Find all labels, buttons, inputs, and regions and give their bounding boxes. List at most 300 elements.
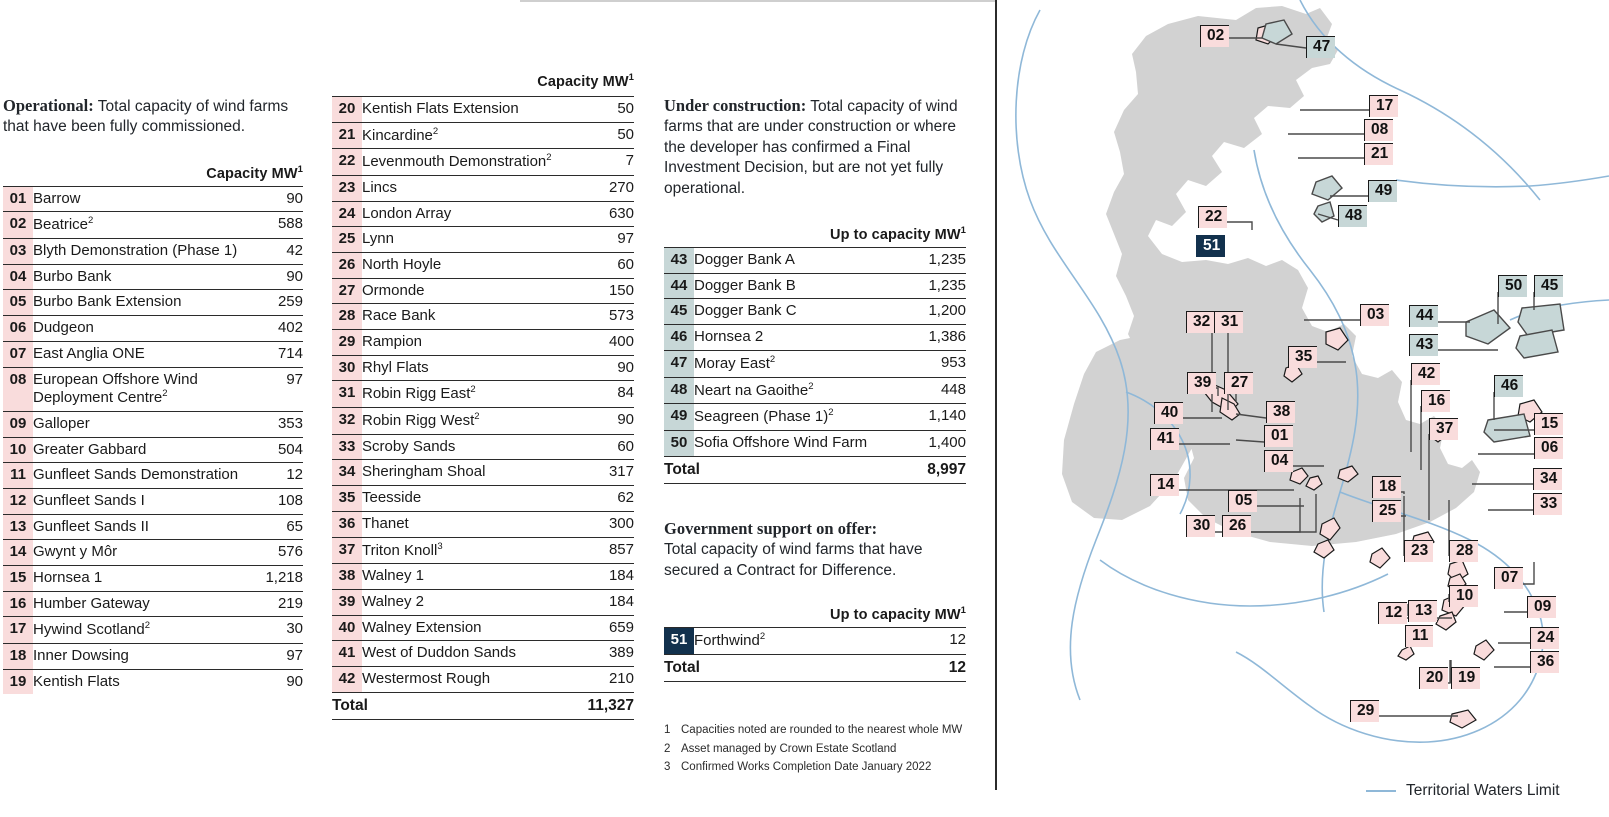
vertical-divider [995,0,997,790]
support-intro [664,518,966,581]
row-number-badge: 46 [664,325,694,351]
map-label-19: 19 [1451,667,1480,689]
row-number-badge: 49 [664,404,694,431]
table-row [3,644,303,670]
map-label-36: 36 [1530,651,1559,673]
footnote-text: Confirmed Works Completion Date January 2022 [681,761,932,774]
map-label-34: 34 [1533,468,1562,490]
windfarm-name: Lynn [362,230,394,248]
row-number-badge: 05 [3,290,33,316]
map-label-31: 31 [1214,311,1243,333]
capacity-value: 30 [286,620,303,638]
row-number-badge: 06 [3,316,33,342]
row-number-badge: 50 [664,430,694,456]
map-label-43: 43 [1409,334,1438,356]
table-row [664,248,966,274]
windfarm-name: European Offshore Wind Deployment Centre$^2$ [33,370,198,407]
map-label-41: 41 [1150,428,1179,450]
capacity-value: 60 [617,255,634,273]
table-row [332,175,634,201]
capacity-value: 448 [940,380,966,398]
windfarm-name: Walney Extension [362,618,482,636]
windfarm-name: Humber Gateway [33,594,150,612]
map-label-05: 05 [1228,490,1257,512]
map-label-42: 42 [1411,363,1440,385]
capacity-value: 1,386 [928,328,966,346]
footnote-number: 1 [664,724,671,737]
table-row [332,589,634,615]
map-label-04: 04 [1264,450,1293,472]
total-value: 8,997 [927,460,966,478]
capacity-header-sup-2: 1 [628,72,634,83]
operational-intro [3,95,303,138]
windfarm-name: Dogger Bank A [694,251,795,269]
table-row [3,437,303,463]
row-number-badge: 13 [3,514,33,540]
row-number-badge: 09 [3,411,33,437]
map-label-12: 12 [1378,602,1407,624]
footnote-marker: 2 [474,411,480,423]
total-label: Total [664,460,700,478]
footnote-marker: 2 [828,407,834,419]
capacity-value: 50 [617,125,634,143]
support-table [664,627,966,682]
footnote-marker: 2 [769,353,776,365]
map-label-17: 17 [1369,95,1398,117]
windfarm-name: Greater Gabbard [33,440,147,458]
windfarm-name: Dudgeon [33,319,94,337]
capacity-header-sup: 1 [297,163,303,175]
capacity-value: 90 [286,672,303,690]
map-label-18: 18 [1372,476,1401,498]
windfarm-name: Teesside [362,489,422,507]
table-row [664,404,966,431]
windfarm-name: Robin Rigg West$^2$ [362,411,480,430]
total-row [664,456,966,483]
operational-capacity-header-2 [332,72,634,96]
uc-capacity-header-text: Up to capacity MW [830,227,961,244]
windfarm-name: London Array [362,204,452,222]
windfarm-name: Lincs [362,178,398,196]
row-number-badge: 04 [3,264,33,290]
capacity-value: 317 [608,463,634,481]
windfarm-name: Westermost Rough [362,669,491,687]
map-label-01: 01 [1264,425,1293,447]
territorial-waters-swatch [1366,790,1396,792]
windfarm-name: East Anglia ONE [33,344,145,362]
table-row [332,537,634,564]
capacity-header-text: Capacity MW [206,165,298,182]
windfarm-name: Barrow [33,189,81,207]
footnote-marker: 2 [88,215,94,227]
map-label-16: 16 [1421,390,1450,412]
table-row [3,411,303,437]
windfarm-name: Robin Rigg East$^2$ [362,384,476,403]
table-row [3,514,303,540]
table-row [3,566,303,592]
map-label-03: 03 [1360,304,1389,326]
capacity-value: 219 [277,594,303,612]
map-label-14: 14 [1150,474,1179,496]
windfarm-name: Gunfleet Sands Demonstration [33,466,239,484]
capacity-value: 184 [608,592,634,610]
footnote-number: 3 [664,761,671,774]
windfarm-name: Dogger Bank C [694,302,797,320]
table-row [332,278,634,304]
table-row [3,669,303,694]
map-label-08: 08 [1364,119,1393,141]
table-row [3,367,303,411]
table-row [3,264,303,290]
capacity-value: 12 [286,466,303,484]
row-number-badge: 19 [3,669,33,694]
row-number-badge: 32 [332,408,362,435]
capacity-header-text-2: Capacity MW [537,73,629,90]
capacity-value: 50 [617,99,634,117]
map-svg [1000,0,1609,817]
row-number-badge: 35 [332,486,362,512]
row-number-badge: 07 [3,341,33,367]
row-number-badge: 27 [332,278,362,304]
windfarm-name: West of Duddon Sands [362,644,516,662]
capacity-value: 90 [286,189,303,207]
table-row [332,460,634,486]
row-number-badge: 37 [332,537,362,564]
row-number-badge: 42 [332,666,362,692]
footnote-marker: 2 [162,388,168,400]
table-row [664,350,966,377]
capacity-value: 97 [286,647,303,665]
footnote-marker: 2 [144,620,151,632]
map-label-32: 32 [1186,311,1215,333]
table-row [3,186,303,212]
construction-capacity-header [664,225,966,247]
table-row [332,666,634,692]
footnote-marker: 2 [808,380,814,392]
capacity-value: 90 [617,411,634,429]
legend-label: Territorial Waters Limit [1406,782,1560,799]
footnote-marker: 2 [470,384,476,396]
map-label-45: 45 [1534,275,1563,297]
row-number-badge: 41 [332,641,362,667]
table-row [664,325,966,351]
table-row [332,201,634,227]
row-number-badge: 38 [332,564,362,590]
windfarm-name: Blyth Demonstration (Phase 1) [33,242,238,260]
row-number-badge: 11 [3,463,33,489]
windfarm-name: Forthwind$^2$ [694,631,766,650]
map-label-40: 40 [1154,402,1183,424]
total-label: Total [664,658,700,676]
map-label-15: 15 [1534,413,1563,435]
gs-capacity-header-text: Up to capacity MW [830,607,961,624]
support-capacity-header [664,605,966,627]
total-row [332,692,634,719]
support-intro-bold: Government support on offer: [664,518,878,538]
table-row [332,381,634,408]
operational-table-part1 [3,186,303,695]
map-label-09: 09 [1527,596,1556,618]
capacity-value: 90 [617,358,634,376]
map-label-51: 51 [1196,235,1225,257]
row-number-badge: 26 [332,252,362,278]
map-label-44: 44 [1409,305,1438,327]
row-number-badge: 34 [332,460,362,486]
capacity-value: 573 [608,307,634,325]
total-row [664,654,966,681]
capacity-value: 630 [608,204,634,222]
map-label-30: 30 [1186,515,1215,537]
windfarm-name: Triton Knoll$^3$ [362,540,443,559]
map-label-38: 38 [1266,401,1295,423]
footnote-text: Asset managed by Crown Estate Scotland [681,742,897,755]
capacity-value: 402 [277,319,303,337]
table-row [3,617,303,644]
table-row [332,486,634,512]
table-row [332,96,634,122]
windfarm-name: Neart na Gaoithe$^2$ [694,380,814,399]
windfarm-name: North Hoyle [362,255,442,273]
windfarm-name: Scroby Sands [362,437,456,455]
map-label-07: 07 [1494,567,1523,589]
row-number-badge: 30 [332,355,362,381]
map-label-33: 33 [1533,493,1562,515]
capacity-value: 588 [277,215,303,233]
row-number-badge: 20 [332,96,362,122]
row-number-badge: 33 [332,434,362,460]
capacity-value: 97 [286,370,303,388]
table-row [332,434,634,460]
windfarm-name: Kincardine$^2$ [362,125,439,144]
map-label-24: 24 [1530,627,1559,649]
footnotes [664,722,966,776]
capacity-value: 90 [286,267,303,285]
row-number-badge: 39 [332,589,362,615]
map-label-46: 46 [1494,375,1523,397]
footnote-row [664,741,966,758]
capacity-value: 1,235 [928,276,966,294]
row-number-badge: 31 [332,381,362,408]
row-number-badge: 18 [3,644,33,670]
row-number-badge: 23 [332,175,362,201]
capacity-value: 953 [940,353,966,371]
windfarm-name: Walney 1 [362,567,424,585]
capacity-value: 184 [608,567,634,585]
windfarm-name: Ormonde [362,281,425,299]
capacity-value: 1,235 [928,251,966,269]
total-value: 11,327 [587,696,634,714]
table-row [332,252,634,278]
row-number-badge: 21 [332,122,362,149]
construction-support-column [664,95,966,778]
map-label-37: 37 [1429,418,1458,440]
construction-intro-bold: Under construction: [664,96,807,115]
capacity-value: 60 [617,437,634,455]
map-label-39: 39 [1187,372,1216,394]
row-number-badge: 45 [664,299,694,325]
row-number-badge: 01 [3,186,33,212]
row-number-badge: 40 [332,615,362,641]
row-number-badge: 43 [664,248,694,274]
windfarm-name: Sheringham Shoal [362,463,486,481]
windfarm-name: Hornsea 1 [33,569,103,587]
map-label-25: 25 [1372,500,1401,522]
capacity-value: 659 [608,618,634,636]
capacity-value: 108 [277,491,303,509]
row-number-badge: 22 [332,149,362,176]
capacity-value: 1,200 [928,302,966,320]
windfarm-name: Race Bank [362,307,436,325]
windfarm-name: Rhyl Flats [362,358,429,376]
map-label-48: 48 [1338,205,1367,227]
capacity-value: 84 [617,384,634,402]
row-number-badge: 14 [3,540,33,566]
table-row [3,591,303,617]
capacity-value: 389 [608,644,634,662]
row-number-badge: 15 [3,566,33,592]
operational-table-part2 [332,96,634,720]
map-label-22: 22 [1198,206,1227,228]
table-row [664,430,966,456]
row-number-badge: 02 [3,212,33,239]
map-label-10: 10 [1449,585,1478,607]
top-rule [520,0,995,2]
table-row [664,377,966,404]
table-row [332,330,634,356]
windfarm-name: Dogger Bank B [694,276,796,294]
footnote-number: 2 [664,742,671,755]
table-row [332,122,634,149]
capacity-value: 1,400 [928,433,966,451]
table-row [664,628,966,655]
map-label-50: 50 [1498,275,1527,297]
operational-column-1 [3,95,303,694]
map-label-06: 06 [1534,437,1563,459]
row-number-badge: 51 [664,628,694,655]
table-row [3,488,303,514]
row-number-badge: 44 [664,273,694,299]
total-value: 12 [948,658,966,676]
table-row [332,564,634,590]
capacity-value: 576 [277,543,303,561]
row-number-badge: 36 [332,511,362,537]
footnote-marker: 3 [437,540,443,552]
windfarm-name: Inner Dowsing [33,647,129,665]
capacity-value: 1,140 [928,407,966,425]
footnote-text: Capacities noted are rounded to the nearest whole MW [681,724,963,737]
capacity-value: 400 [608,333,634,351]
footnote-row [664,722,966,739]
row-number-badge: 03 [3,239,33,265]
map-label-11: 11 [1405,625,1433,647]
map-label-49: 49 [1368,180,1397,202]
windfarm-name: Kentish Flats [33,672,120,690]
table-row [3,540,303,566]
map-label-27: 27 [1224,372,1253,394]
operational-intro-bold: Operational: [3,96,94,115]
map-legend [1366,782,1560,800]
capacity-value: 62 [617,489,634,507]
gs-capacity-header-sup: 1 [960,605,966,617]
construction-intro-text: Total capacity of wind farms that are under construction or where the developer has confirmed a Final Investment Decision, but are not yet fully operational. [664,98,958,197]
capacity-value: 65 [286,517,303,535]
windfarm-name: Levenmouth Demonstration$^2$ [362,152,552,171]
construction-table [664,247,966,484]
map-label-02: 02 [1200,25,1229,47]
row-number-badge: 17 [3,617,33,644]
row-number-badge: 47 [664,350,694,377]
windfarm-name: Hornsea 2 [694,328,764,346]
capacity-value: 210 [608,669,634,687]
map-label-13: 13 [1408,600,1437,622]
map-label-23: 23 [1404,540,1433,562]
table-row [332,227,634,253]
capacity-value: 7 [625,152,634,170]
capacity-value: 259 [277,293,303,311]
windfarm-name: Gunfleet Sands I [33,491,145,509]
row-number-badge: 48 [664,377,694,404]
capacity-value: 12 [949,631,966,649]
table-row [3,239,303,265]
windfarm-name: Beatrice$^2$ [33,215,94,234]
map-label-29: 29 [1350,700,1379,722]
operational-column-2 [332,72,634,720]
windfarm-name: Moray East$^2$ [694,353,776,372]
table-row [332,304,634,330]
windfarm-name: Burbo Bank [33,267,112,285]
total-label: Total [332,696,368,714]
capacity-value: 270 [608,178,634,196]
map-label-28: 28 [1449,540,1478,562]
windfarm-name: Gwynt y Môr [33,543,118,561]
windfarm-name: Gunfleet Sands II [33,517,149,535]
operational-capacity-header [3,164,303,186]
capacity-value: 353 [277,414,303,432]
row-number-badge: 16 [3,591,33,617]
table-row [3,341,303,367]
windfarm-name: Rampion [362,333,423,351]
table-row [3,290,303,316]
windfarm-name: Seagreen (Phase 1)$^2$ [694,407,834,426]
map-label-20: 20 [1419,667,1448,689]
footnote-marker: 2 [759,631,766,643]
capacity-value: 714 [277,344,303,362]
windfarm-name: Galloper [33,414,90,432]
capacity-value: 300 [608,514,634,532]
row-number-badge: 10 [3,437,33,463]
table-row [332,149,634,176]
map-label-35: 35 [1288,346,1317,368]
row-number-badge: 29 [332,330,362,356]
operational-intro-text: Total capacity of wind farms that have been fully commissioned. [3,98,289,136]
capacity-value: 97 [617,230,634,248]
table-row [664,299,966,325]
table-row [664,273,966,299]
row-number-badge: 25 [332,227,362,253]
capacity-value: 42 [286,242,303,260]
windfarm-name: Hywind Scotland$^2$ [33,620,151,639]
table-row [3,463,303,489]
table-row [332,641,634,667]
table-row [3,212,303,239]
footnote-marker: 2 [432,125,439,137]
support-intro-text: Total capacity of wind farms that have secured a Contract for Difference. [664,541,923,579]
capacity-value: 504 [277,440,303,458]
row-number-badge: 12 [3,488,33,514]
row-number-badge: 28 [332,304,362,330]
row-number-badge: 24 [332,201,362,227]
uc-capacity-header-sup: 1 [960,225,966,237]
